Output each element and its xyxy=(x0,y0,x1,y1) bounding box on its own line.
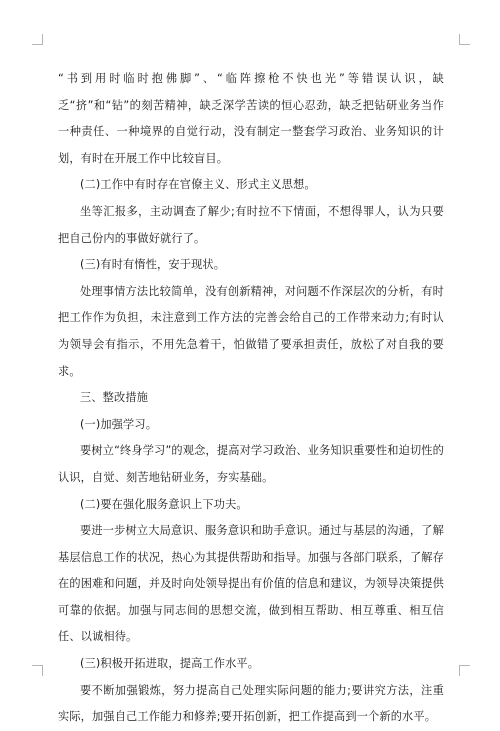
crop-mark-bottom-right xyxy=(459,665,470,676)
paragraph-inertia-detail: 处理事情方法比较简单，没有创新精神，对问题不作深层次的分析，有时把工作作为负担，未注意到工作方法的完善会给自己的工作带来动力;有时认为领导会有指示，不用先急着干，怕做错了要承担责任，放松了对自我的要求。 xyxy=(58,284,444,378)
paragraph-study-detail: 要树立“终身学习”的观念，提高对学习政治、业务知识重要性和迫切性的认识，自觉、刻苦地钻研业务，夯实基础。 xyxy=(58,444,444,484)
subheading-service-awareness: (二)要在强化服务意识上下功夫。 xyxy=(80,497,248,511)
paragraph-improve-detail: 要不断加强锻炼，努力提高自己处理实际问题的能力;要讲究方法，注重实际，加强自己工作能力和修养;要开拓创新，把工作提高到一个新的水平。 xyxy=(58,683,444,724)
section-heading-measures: 三、整改措施 xyxy=(80,391,149,405)
subheading-bureaucratism: (二)工作中有时存在官僚主义、形式主义思想。 xyxy=(80,178,316,192)
crop-mark-top-left xyxy=(32,34,43,45)
paragraph-bureaucratism-detail: 坐等汇报多，主动调查了解少;有时拉不下情面，不想得罪人，认为只要把自己份内的事做好就行了。 xyxy=(58,204,444,245)
crop-mark-top-right xyxy=(459,34,470,45)
subheading-strengthen-study: (一)加强学习。 xyxy=(80,417,158,431)
crop-mark-bottom-left xyxy=(32,665,43,676)
paragraph-continued-problems: “书到用时临时抱佛脚”、“临阵擦枪不快也光”等错误认识，缺乏“挤”和“钻”的刻苦精神，缺乏深学苦读的恒心忍劲，缺乏把钻研业务当作一种责任、一种境界的自觉行动，没有制定一整套学习政治、业务知识的计划，有时在开展工作中比较盲目。 xyxy=(58,72,444,165)
paragraph-service-detail: 要进一步树立大局意识、服务意识和助手意识。通过与基层的沟通，了解基层信息工作的状况，热心为其提供帮助和指导。加强与各部门联系，了解存在的困难和问题，并及时向处领导提出有价值的信息和建议，为领导决策提供可靠的依据。加强与同志间的思想交流，做到相互帮助、相互尊重、相互信任、以诚相待。 xyxy=(58,524,444,644)
subheading-inertia: (三)有时有惰性，安于现状。 xyxy=(80,258,226,272)
subheading-improve-work: (三)积极开拓进取，提高工作水平。 xyxy=(80,657,260,671)
document-body xyxy=(58,66,444,731)
